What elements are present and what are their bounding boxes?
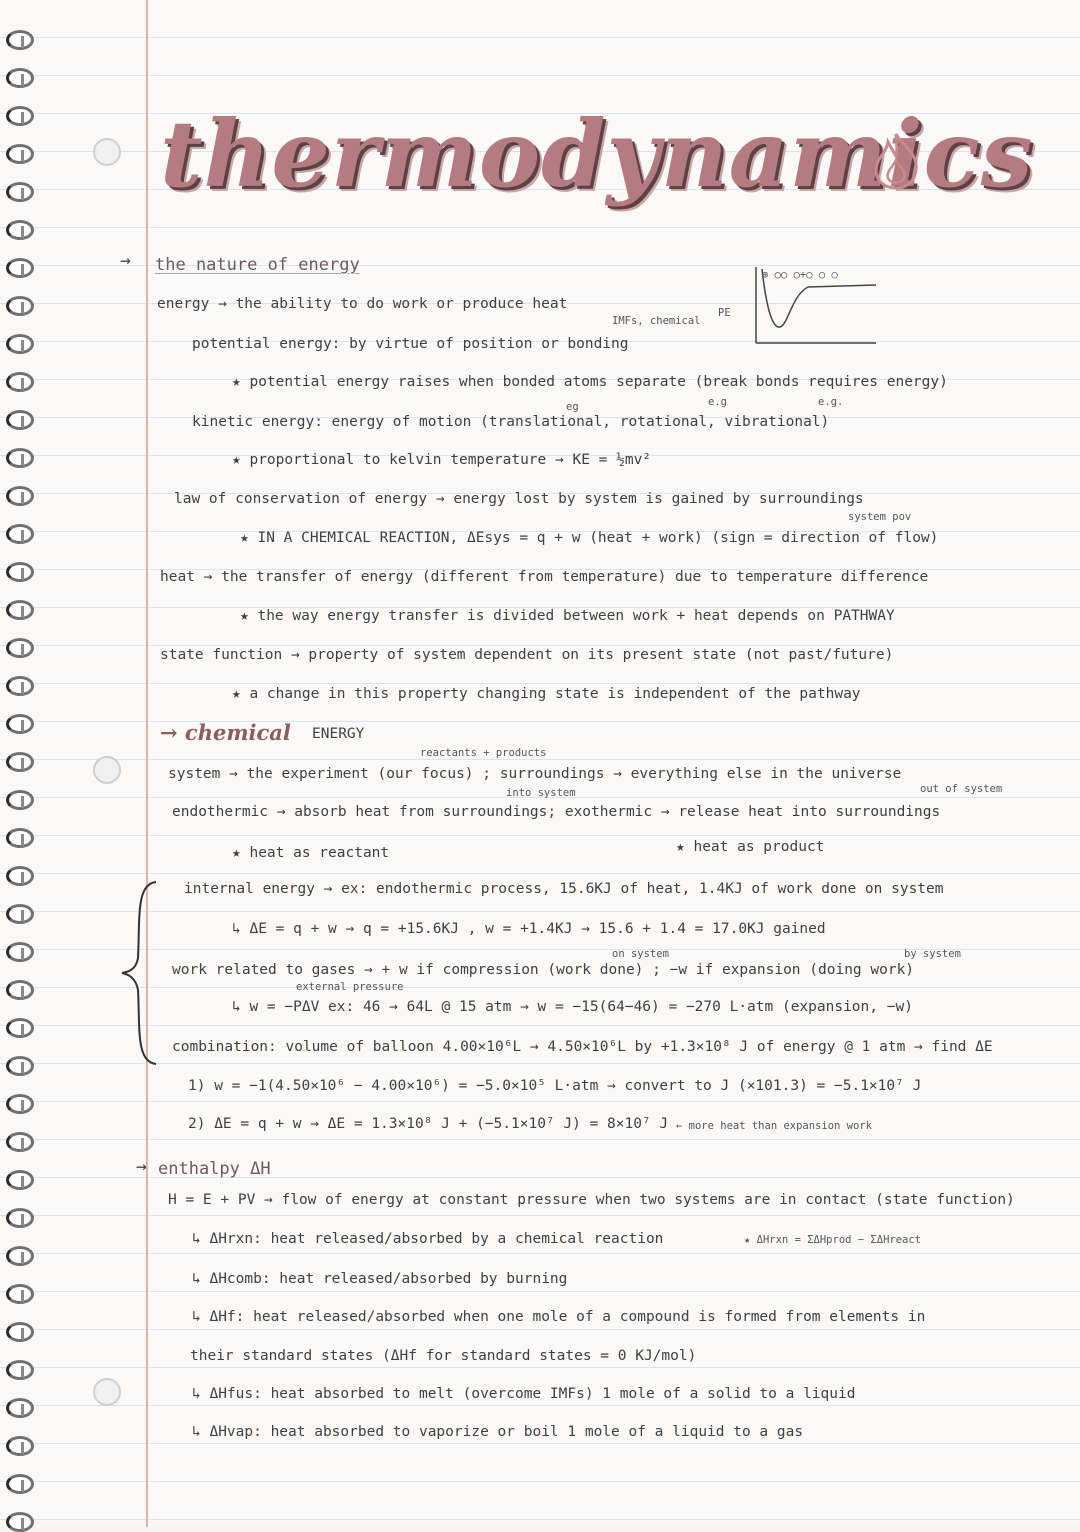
note-line: potential energy: by virtue of position or bonding <box>192 336 629 352</box>
annotation: out of system <box>920 783 1003 795</box>
spiral-coil <box>6 1360 34 1380</box>
spiral-coil <box>6 1284 34 1304</box>
margin-line <box>146 0 148 1527</box>
note-line: 2) ΔE = q + w → ΔE = 1.3×10⁸ J + (−5.1×10⁷ J) = 8×10⁷ J <box>188 1116 669 1132</box>
note-line: ↳ ΔHf: heat released/absorbed when one mole of a compound is formed from elements in <box>192 1309 926 1325</box>
annotation: ← more heat than expansion work <box>676 1120 872 1132</box>
spiral-coil <box>6 1512 34 1532</box>
spiral-coil <box>6 1246 34 1266</box>
section-heading: the nature of energy <box>155 255 360 275</box>
spiral-coil <box>6 1094 34 1114</box>
annotation: ★ ΔHrxn = ΣΔHprod − ΣΔHreact <box>744 1234 922 1246</box>
note-line: ★ a change in this property changing state is independent of the pathway <box>232 686 861 702</box>
spiral-coil <box>6 1436 34 1456</box>
punch-hole <box>93 138 121 166</box>
spiral-coil <box>6 524 34 544</box>
spiral-coil <box>6 828 34 848</box>
spiral-coil <box>6 410 34 430</box>
spiral-coil <box>6 1474 34 1494</box>
spiral-coil <box>6 1056 34 1076</box>
note-line: state function → property of system dependent on its present state (not past/future) <box>160 647 894 663</box>
spiral-coil <box>6 980 34 1000</box>
note-line: ★ heat as reactant <box>232 845 390 861</box>
annotation: eg <box>566 401 579 413</box>
note-line: ↳ ΔHrxn: heat released/absorbed by a chemical reaction <box>192 1231 664 1247</box>
spiral-coil <box>6 220 34 240</box>
spiral-coil <box>6 1322 34 1342</box>
note-line: ↳ ΔE = q + w → q = +15.6KJ , w = +1.4KJ → 15.6 + 1.4 = 17.0KJ gained <box>232 921 826 937</box>
note-line: ↳ w = −PΔV ex: 46 → 64L @ 15 atm → w = −15(64−46) = −270 L·atm (expansion, −w) <box>232 999 913 1015</box>
section-heading: enthalpy ΔH <box>158 1159 271 1179</box>
spiral-coil <box>6 144 34 164</box>
spiral-coil <box>6 30 34 50</box>
spiral-coil <box>6 296 34 316</box>
annotation: on system <box>612 948 669 960</box>
spiral-coil <box>6 714 34 734</box>
spiral-coil <box>6 562 34 582</box>
note-line: ★ proportional to kelvin temperature → KE = ½mv² <box>232 452 652 468</box>
note-line: ↳ ΔHcomb: heat released/absorbed by burning <box>192 1271 568 1287</box>
note-line: internal energy → ex: endothermic process, 15.6KJ of heat, 1.4KJ of work done on system <box>184 881 944 897</box>
annotation: by system <box>904 948 961 960</box>
note-line: law of conservation of energy → energy lost by system is gained by surroundings <box>174 491 864 507</box>
spiral-coil <box>6 1018 34 1038</box>
page-title: thermodynamics <box>160 100 1034 208</box>
spiral-coil <box>6 790 34 810</box>
note-line: heat → the transfer of energy (different from temperature) due to temperature difference <box>160 569 929 585</box>
section-heading: → chemical <box>160 720 291 745</box>
spiral-binding-icon <box>0 0 60 1527</box>
arrow-right-icon: → <box>120 250 131 271</box>
spiral-coil <box>6 942 34 962</box>
annotation: e.g <box>708 396 727 408</box>
annotation: external pressure <box>296 981 404 993</box>
spiral-coil <box>6 600 34 620</box>
spiral-coil <box>6 486 34 506</box>
spiral-coil <box>6 1132 34 1152</box>
note-line: H = E + PV → flow of energy at constant pressure when two systems are in contact (state function) <box>168 1192 1015 1208</box>
spiral-coil <box>6 68 34 88</box>
note-line: ★ IN A CHEMICAL REACTION, ΔEsys = q + w (heat + work) (sign = direction of flow) <box>240 530 939 546</box>
annotation: ⊕ ○○ ○+○ ○ ○ <box>762 269 838 281</box>
note-line: ★ the way energy transfer is divided between work + heat depends on PATHWAY <box>240 608 895 624</box>
spiral-coil <box>6 1170 34 1190</box>
note-line: system → the experiment (our focus) ; surroundings → everything else in the universe <box>168 766 902 782</box>
spiral-coil <box>6 1398 34 1418</box>
note-line: their standard states (ΔHf for standard states = 0 KJ/mol) <box>190 1348 697 1364</box>
note-line: ★ potential energy raises when bonded atoms separate (break bonds requires energy) <box>232 374 948 390</box>
punch-hole <box>93 1378 121 1406</box>
annotation: system pov <box>848 511 912 523</box>
note-line: ↳ ΔHfus: heat absorbed to melt (overcome IMFs) 1 mole of a solid to a liquid <box>192 1386 856 1402</box>
spiral-coil <box>6 372 34 392</box>
spiral-coil <box>6 676 34 696</box>
annotation: reactants + products <box>420 747 547 759</box>
spiral-coil <box>6 106 34 126</box>
spiral-coil <box>6 866 34 886</box>
note-line: energy → the ability to do work or produce heat <box>157 296 568 312</box>
spiral-coil <box>6 448 34 468</box>
note-line: ★ heat as product <box>676 839 825 855</box>
brace-icon <box>100 878 160 1068</box>
note-line: kinetic energy: energy of motion (translational, rotational, vibrational) <box>192 414 830 430</box>
flame-icon <box>866 130 926 192</box>
section-heading-caps: ENERGY <box>312 726 365 742</box>
spiral-coil <box>6 752 34 772</box>
arrow-right-icon: → <box>136 1156 147 1177</box>
punch-hole <box>93 756 121 784</box>
spiral-coil <box>6 904 34 924</box>
annotation: e.g. <box>818 396 844 408</box>
spiral-coil <box>6 638 34 658</box>
spiral-coil <box>6 1208 34 1228</box>
note-line: 1) w = −1(4.50×10⁶ − 4.00×10⁶) = −5.0×10⁵ L·atm → convert to J (×101.3) = −5.1×10⁷ J <box>188 1078 922 1094</box>
note-line: ↳ ΔHvap: heat absorbed to vaporize or boil 1 mole of a liquid to a gas <box>192 1424 804 1440</box>
note-line: work related to gases → + w if compression (work done) ; −w if expansion (doing work) <box>172 962 915 978</box>
note-line: combination: volume of balloon 4.00×10⁶L → 4.50×10⁶L by +1.3×10⁸ J of energy @ 1 atm → find ΔE <box>172 1039 993 1055</box>
spiral-coil <box>6 258 34 278</box>
spiral-coil <box>6 182 34 202</box>
annotation: into system <box>506 787 576 799</box>
spiral-coil <box>6 334 34 354</box>
note-line: endothermic → absorb heat from surroundings; exothermic → release heat into surroundings <box>172 804 941 820</box>
annotation: IMFs, chemical <box>612 315 701 327</box>
annotation: PE <box>718 307 731 319</box>
